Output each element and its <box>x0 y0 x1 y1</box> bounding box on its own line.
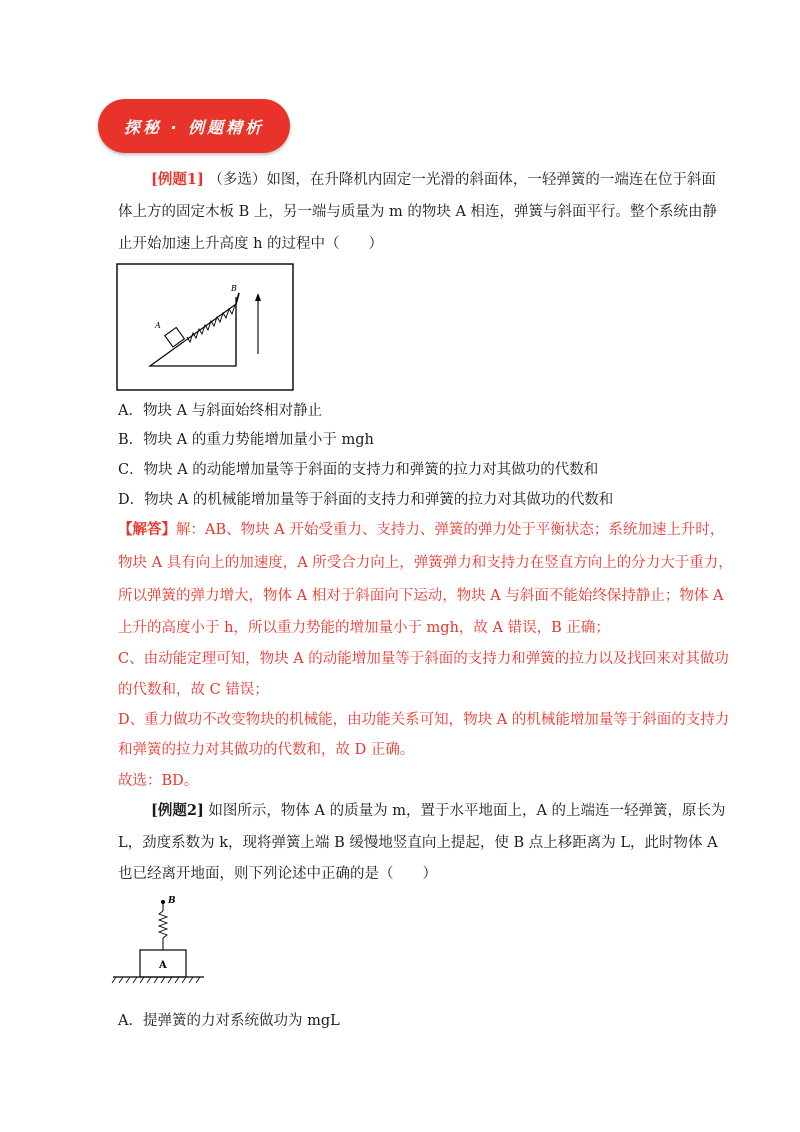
example1-line2: 体上方的固定木板 B 上，另一端与质量为 m 的物块 A 相连，弹簧与斜面平行。整个系统由静 <box>118 204 718 220</box>
example1-option-a: A．物块 A 与斜面始终相对静止 <box>118 403 323 419</box>
example2-line3: 也已经离开地面，则下列论述中正确的是（ ） <box>118 866 437 882</box>
answer-line-7: D、重力做功不改变物块的机械能，由功能关系可知，物块 A 的机械能增加量等于斜面的支持力 <box>118 712 730 728</box>
label-a: A <box>155 321 161 330</box>
example1-option-c: C．物块 A 的动能增加量等于斜面的支持力和弹簧的拉力对其做功的代数和 <box>118 462 599 478</box>
answer-line-8: 和弹簧的拉力对其做功的代数和，故 D 正确。 <box>118 742 415 758</box>
example1-text-1: （多选）如图，在升降机内固定一光滑的斜面体，一轻弹簧的一端连在位于斜面 <box>208 172 716 188</box>
example1-option-b: B．物块 A 的重力势能增加量小于 mgh <box>118 432 374 448</box>
answer-conclusion: 故选：BD。 <box>118 773 199 789</box>
section-banner <box>98 99 290 153</box>
answer-line-4: 上升的高度小于 h，所以重力势能的增加量小于 mgh，故 A 错误，B 正确； <box>118 620 610 636</box>
ground-hatch <box>112 977 200 983</box>
point-b <box>161 900 165 904</box>
answer-line-6: 的代数和，故 C 错误； <box>118 682 269 698</box>
example2-option-a: A．提弹簧的力对系统做功为 mgL <box>118 1013 340 1029</box>
incline-spring-figure <box>115 262 297 394</box>
block-spring-figure <box>110 890 210 986</box>
answer-line-1 <box>118 520 724 540</box>
example2-tag: [例题2] <box>151 802 204 819</box>
answer-line-3: 所以弹簧的弹力增大，物体 A 相对于斜面向下运动，物块 A 与斜面不能始终保持静止；物体 A <box>118 588 724 604</box>
example2-text-1: 如图所示，物体 A 的质量为 m，置于水平地面上，A 的上端连一轻弹簧，原长为 <box>208 803 726 819</box>
example1-tag: [例题1] <box>151 171 204 188</box>
answer-line-5: C、由动能定理可知，物块 A 的动能增加量等于斜面的支持力和弹簧的拉力以及找回来对其做功 <box>118 651 729 667</box>
answer-tag: 【解答】 <box>118 521 176 538</box>
answer-line-2: 物块 A 具有向上的加速度，A 所受合力向上，弹簧弹力和支持力在竖直方向上的分力大于重力， <box>118 555 733 571</box>
example1-line1 <box>151 170 716 190</box>
label-b: B <box>231 284 237 293</box>
banner-title: 探秘 · 例题精析 <box>123 117 265 137</box>
spring-2 <box>159 911 167 938</box>
example1-line3: 止开始加速上升高度 h 的过程中（ ） <box>118 236 384 252</box>
fig2-label-a: A <box>159 960 167 971</box>
answer-text-1: 解：AB、物块 A 开始受重力、支持力、弹簧的弹力处于平衡状态；系统加速上升时， <box>176 522 725 538</box>
fig2-label-b: B <box>168 896 176 906</box>
example2-line1 <box>151 801 726 821</box>
example2-line2: L，劲度系数为 k，现将弹簧上端 B 缓慢地竖直向上提起，使 B 点上移距离为 L，此时物体 A <box>118 835 718 851</box>
example1-option-d: D．物块 A 的机械能增加量等于斜面的支持力和弹簧的拉力对其做功的代数和 <box>118 492 614 508</box>
